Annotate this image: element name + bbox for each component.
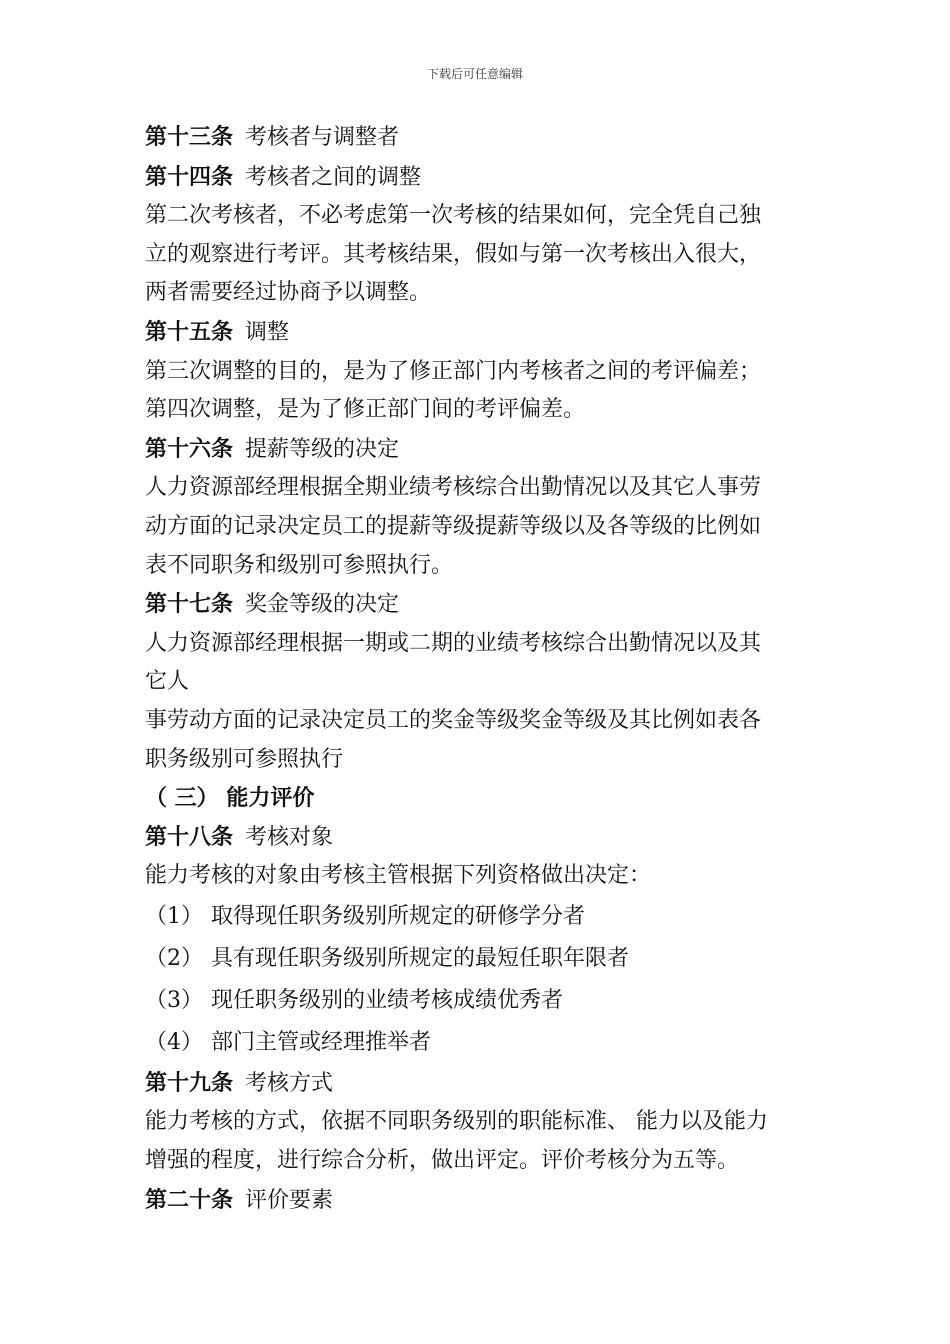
- article-title: 奖金等级的决定: [245, 592, 400, 618]
- article-13-heading: [145, 118, 815, 158]
- article-17-heading: [145, 585, 815, 625]
- article-title: 考核者之间的调整: [245, 164, 422, 190]
- paragraph-line: 人力资源部经理根据一期或二期的业绩考核综合出勤情况以及其: [145, 630, 762, 656]
- paragraph-line: 第三次调整的目的，是为了修正部门内考核者之间的考评偏差；: [145, 358, 762, 384]
- article-title: 考核方式: [245, 1070, 334, 1096]
- article-title: 评价要素: [245, 1187, 334, 1213]
- paragraph-line: 人力资源部经理根据全期业绩考核综合出勤情况以及其它人事劳: [145, 475, 762, 501]
- paragraph-line: 能力考核的方式，依据不同职务级别的职能标准、 能力以及能力: [145, 1109, 768, 1135]
- section-title: （ 三） 能力评价: [145, 785, 315, 812]
- article-title: 提薪等级的决定: [245, 436, 400, 462]
- article-number: 第十七条: [145, 591, 234, 618]
- article-14-heading: [145, 158, 815, 198]
- document-body: [145, 118, 815, 1220]
- article-number: 第十六条: [145, 435, 234, 462]
- paragraph-line: 它人: [145, 669, 190, 695]
- article-number: 第二十条: [145, 1186, 234, 1213]
- paragraph-line: 事劳动方面的记录决定员工的奖金等级奖金等级及其比例如表各: [145, 707, 762, 733]
- paragraph-line: 第四次调整，是为了修正部门间的考评偏差。: [145, 397, 586, 423]
- list-marker: （2）: [145, 945, 203, 971]
- paragraph-line: 能力考核的对象由考核主管根据下列资格做出决定：: [145, 863, 652, 889]
- paragraph-line: 动方面的记录决定员工的提薪等级提薪等级以及各等级的比例如: [145, 513, 762, 539]
- paragraph-line: 表不同职务和级别可参照执行。: [145, 552, 454, 578]
- list-marker: （1）: [145, 903, 203, 929]
- article-18-heading: [145, 818, 815, 858]
- paragraph-line: 职务级别可参照执行: [145, 746, 344, 772]
- list-item: [145, 1022, 815, 1064]
- article-number: 第十五条: [145, 318, 234, 345]
- article-16-heading: [145, 430, 815, 470]
- list-item: [145, 980, 815, 1022]
- list-item: [145, 896, 815, 938]
- article-number: 第十四条: [145, 163, 234, 190]
- list-text: 部门主管或经理推举者: [211, 1029, 432, 1055]
- paragraph-line: 增强的程度，进行综合分析，做出评定。评价考核分为五等。: [145, 1148, 740, 1174]
- article-title: 考核对象: [245, 824, 334, 850]
- article-15-heading: [145, 313, 815, 353]
- article-20-heading: [145, 1181, 815, 1221]
- list-text: 具有现任职务级别所规定的最短任职年限者: [211, 945, 630, 971]
- paragraph-line: 立的观察进行考评。其考核结果，假如与第一次考核出入很大，: [145, 241, 762, 267]
- list-text: 现任职务级别的业绩考核成绩优秀者: [211, 987, 564, 1013]
- list-item: [145, 938, 815, 980]
- list-marker: （3）: [145, 987, 203, 1013]
- article-number: 第十三条: [145, 124, 234, 150]
- article-19-heading: [145, 1064, 815, 1104]
- paragraph-line: 两者需要经过协商予以调整。: [145, 280, 432, 306]
- list-marker: （4）: [145, 1029, 203, 1055]
- article-number: 第十九条: [145, 1069, 234, 1096]
- article-title: 调整: [245, 319, 290, 345]
- paragraph-line: 第二次考核者，不必考虑第一次考核的结果如何，完全凭自己独: [145, 203, 762, 229]
- list-text: 取得现任职务级别所规定的研修学分者: [211, 903, 586, 929]
- article-title: 考核者与调整者: [245, 125, 400, 150]
- article-number: 第十八条: [145, 823, 234, 850]
- page-header: 下载后可任意编辑: [426, 67, 523, 81]
